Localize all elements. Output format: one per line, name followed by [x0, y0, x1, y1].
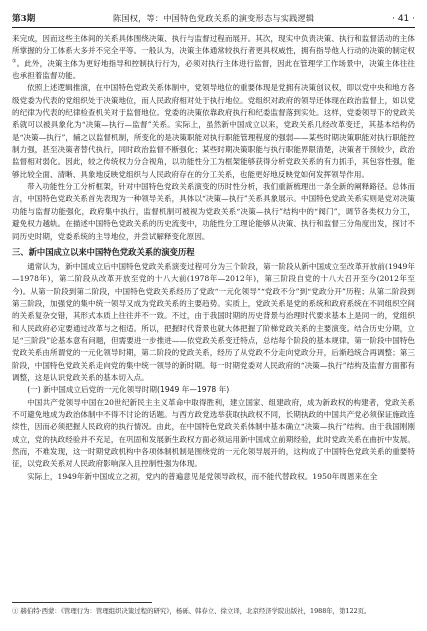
footnote-rule [12, 602, 152, 603]
footnote: ① 赫伯特·西蒙：《管理行为：管理组织决策过程的研究》，杨砾、韩春立、徐立译，北京经济学院出版社，1988年，第122页。 [12, 607, 371, 615]
section-heading: 三、新中国成立以来中国特色党政关系的演变历程 [12, 246, 195, 257]
page-header [12, 12, 415, 26]
paragraph-5: 中国共产党领导中国在20世纪新民主主义革命中取得胜利，建立国家、组建政府，成为新政权的构建者，党政关系不可避免地成为政治体制中不得不讨论的话题。与西方政党选举获取执政权不同，长期执政的中国共产党必须保证施政连续性，因而必须把握人民政府的执行情况。由此，在中国特色党政关系体制中基本确立“决策—执行”结构。由于我国刚刚成立，党的执政经验并不充足，在巩固和发展新生政权方面必须运用新中国成立前期经验，此时党政关系在曲折中发展。然而，不难发现，这一时期党政机构中各项体制机制是围绕党的一元化领导展开的，这构成了中国特色党政关系的重要特征，以党政关系对人民政府影响深入且控制性强为体现。 [12, 397, 415, 469]
paragraph-6: 实际上，1949年新中国成立之初，党内的普遍意见是党领导政权，而不能代替政权。1950年周恩来在全 [27, 471, 378, 481]
paragraph-1: 来完成，因而这些主体间的关系具体围绕决策、执行与监督过程而展开。其次，现实中负责决策、执行和监督活动的主体所掌握的分工体系大多并不完全平等。一般认为，决策主体通常较执行者更具权威性，拥有指导他人行动的决策的制定权①。此外，决策主体为更好地指导和控制执行行为，必须对执行主体进行监督，因此在管理学工作场景中，决策主体往往也承担着监督功能。 [12, 34, 415, 81]
running-title: 陈国权，等：中国特色党政关系的演变形态与实践逻辑 [112, 13, 315, 23]
header-rule [12, 27, 415, 28]
footnote-marker[interactable]: ① [12, 58, 17, 65]
article-body [12, 33, 415, 483]
paragraph-2: 依照上述逻辑推演，在中国特色党政关系体制中，党领导地位的重要体现是党拥有决策创议权，即以党中央和地方各级党委为代表的党组织处于决策地位，而人民政府相对处于执行地位。党组织对政府的领导还体现在政治监督上，如以党的纪律为代表的纪律检查机关对于监督地位。党委的决策依靠政府执行和纪委监督落到实处。这样，党委领导下的党政关系就可以被具象化为“决策—执行—监督”关系。实际上，虽然新中国成立以来，党政关系几经改革变迁，其基本结构仍是“决策—执行”，辅之以监督机制，所变化的是决策职能对执行职能管理程度的强弱——某些时期决策职能对执行职能控制力强，甚至决策者替代执行，同时政治监督不断强化；某些时期决策职能与执行职能界限清楚，决策者干预较少，政治监督相对弱化。因此，较之传统权力分合视角，以功能性分工为框架能够获得分析党政关系的有力抓手，其包容性强，能够比较全面、清晰、具象地反映党组织与人民政府存在的分工关系，也能更好地反映党如何发挥领导作用。 [12, 83, 415, 179]
subsection-heading: (一) 新中国成立后党的一元化领导时期(1949 年—1978 年) [27, 385, 230, 395]
issue-label: 第3期 [12, 14, 36, 24]
paragraph-3: 带入功能性分工分析框架，针对中国特色党政关系演变的历时性分析，我们重新梳理出一条全新的阐释路径。总体而言，中国特色党政关系首先表现为一种领导关系，具体以“决策—执行”关系具象展示。中国特色党政关系实则是党对决策功能与监督功能强化，政府集中执行，监督机制可被视为党政关系“决策—执行”结构中的“阀门”，调节各类权力分工，避免权力越轨。在描述中国特色党政关系的历史流变中，功能性分工理论能够从决策、执行和监督三分角度出发，探讨不同历史时期，党委系统的主导地位，并尝试解释变化原因。 [12, 182, 415, 241]
paragraph-4: 通常认为，新中国成立后中国特色党政关系演变过程可分为三个阶段，第一阶段从新中国成立至改革开放前(1949年—1978年)，第二阶段从改革开放至党的十八大前(1978年—2012年)，第三阶段自党的十八大召开至今(2012年至今)。从第一阶段到第二阶段，中国特色党政关系经历了党政“一元化领导”“党政不分”到“党政分开”历程；从第二阶段到第三阶段，加强党的集中统一领导又成为党政关系的主要趋势。实质上，党政关系是党的系统和政府系统在不同组织空间的关系复杂交错，其形式本质上往往并不一致。不过，由于我国时期的历史背景与治理时代要求基本上是同一的，党组织和人民政府必定要通过改革与之相适。所以，把握时代背景也就大体把握了阶梯党政关系的主要演变。结合历史分期，立足“三阶段”论基本意有问题，但需要进一步推进——依党政关系变迁特点，总结每个阶段的基本规律。第一阶段中国特色党政关系由所谓党的一元化领导时期，第二阶段的党政关系，经历了从党政不分走向党政分开，后渐趋统合再调整；第三阶段，中国特色党政关系走向党的集中统一领导的新时期。每一时期党委对人民政府的“决策—执行”结构及监督方面都有调整，这是认识党政关系的基本切入点。 [12, 261, 415, 382]
page-number: · 41 · [392, 14, 415, 24]
